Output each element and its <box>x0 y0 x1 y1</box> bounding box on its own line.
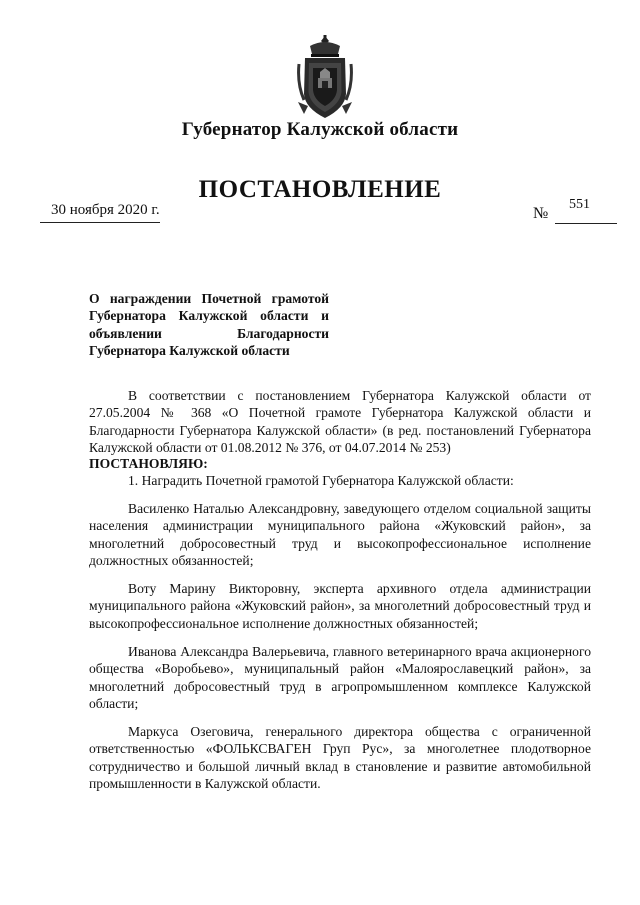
preamble-paragraph: В соответствии с постановлением Губернатора Калужской области от 27.05.2004 № 368 «О Почетной грамоте Губернатора Калужской области и Благодарности Губернатора Калужской области» (в ред. постановлений Губернатора Калужской области от 01.08.2012 № 376, от 04.07.2014 № 253) <box>89 388 591 455</box>
issuer-title: Губернатор Калужской области <box>181 119 459 140</box>
decree-keyword: ПОСТАНОВЛЯЮ: <box>89 456 208 471</box>
item-1-text: 1. Наградить Почетной грамотой Губернатора Калужской области: <box>128 473 514 488</box>
number-underline <box>555 223 617 224</box>
document-subject: О награждении Почетной грамотой Губернатора Калужской области и объявлении Благодарности Губернатора Калужской области <box>89 291 329 358</box>
awardee-paragraph: Маркуса Озеговича, генерального директора общества с ограниченной ответственностью «ФОЛЬКСВАГЕН Груп Рус», за многолетнее плодотворное сотрудничество и большой личный вклад в становление и развитие автомобильной промышленности в Калужской области. <box>89 724 591 791</box>
awardee-paragraph: Воту Марину Викторовну, эксперта архивного отдела администрации муниципального района «Жуковский район», за многолетний добросовестный труд и высокопрофессиональное исполнение должностных обязанностей; <box>89 581 591 631</box>
date-underline <box>40 222 160 223</box>
coat-of-arms-emblem <box>296 34 354 120</box>
document-type-heading: ПОСТАНОВЛЕНИЕ <box>198 176 442 203</box>
document-date: 30 ноября 2020 г. <box>51 202 160 218</box>
awardee-paragraph: Василенко Наталью Александровну, заведующего отделом социальной защиты населения администрации муниципального района «Жуковский район», за многолетний добросовестный труд и высокопрофессиональное исполнение должностных обязанностей; <box>89 501 591 568</box>
number-sign: № <box>533 205 549 222</box>
awardee-paragraph: Иванова Александра Валерьевича, главного ветеринарного врача акционерного общества «Воробьево», муниципальный район «Малоярославецкий район», за многолетний добросовестный труд в агропромышленном комплексе Калужской области; <box>89 644 591 711</box>
document-number: 551 <box>569 197 590 212</box>
